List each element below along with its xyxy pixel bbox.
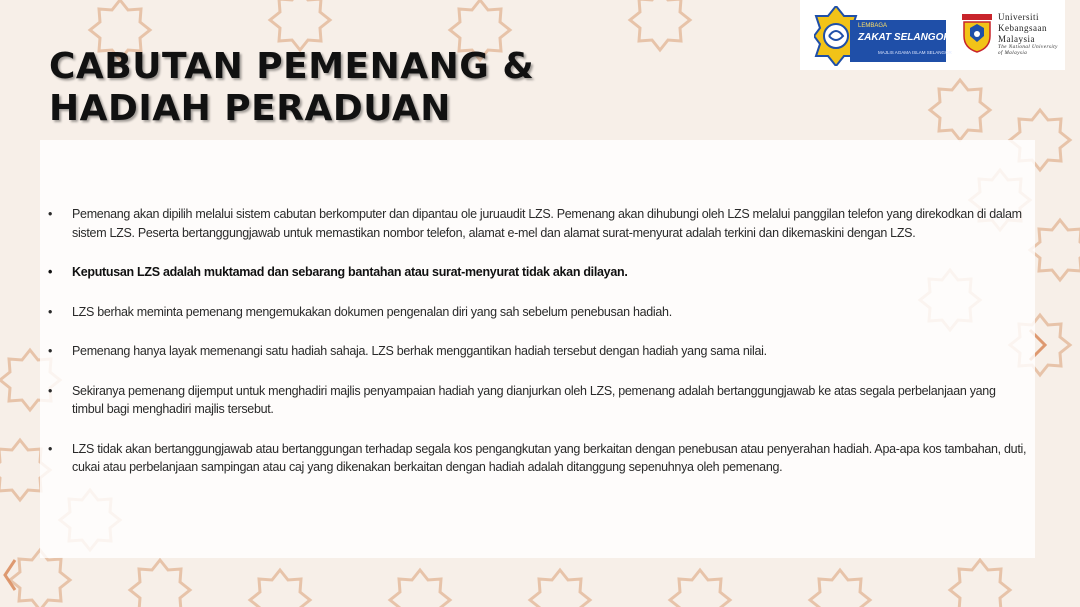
ukm-tagline-1: The National University (998, 45, 1058, 50)
lzs-name-plate (850, 20, 952, 62)
title-line-1: CABUTAN PEMENANG & (49, 46, 535, 87)
title-line-2: HADIAH PERADUAN (49, 88, 451, 129)
list-item-text: Keputusan LZS adalah muktamad dan sebarang bantahan atau surat-menyurat tidak akan dilayan. (72, 265, 628, 279)
list-item-text: Pemenang akan dipilih melalui sistem cabutan berkomputer dan dipantau ole juruaudit LZS. Pemenang akan dihubungi oleh LZS melalui panggilan telefon yang direkodkan di dalam sistem LZS. Peserta bertanggungjawab untuk memastikan nombor telefon, alamat e-mel dan alamat surat-menyurat adalah terkini dan dikemaskini dengan LZS. (72, 207, 1022, 240)
bullet-marker: • (48, 207, 53, 221)
list-item-text: LZS tidak akan bertanggungjawab atau bertanggungan terhadap segala kos pengangkutan yang berkaitan dengan penebusan atau penyerahan hadiah. Apa-apa kos tambahan, duti, cukai atau perbelanjaan sampingan atau caj yang dikenakan berkaitan dengan hadiah adalah ditanggung sepenuhnya oleh pemenang. (72, 441, 1027, 474)
ukm-line-1: Universiti (998, 12, 1039, 22)
list-item (48, 263, 1028, 282)
bullet-marker: • (48, 383, 53, 398)
lzs-main-text: ZAKAT SELANGOR (858, 32, 951, 43)
list-item-text: LZS berhak meminta pemenang mengemukakan dokumen pengenalan diri yang sah sebelum penebusan hadiah. (72, 304, 672, 319)
list-item (48, 303, 1028, 322)
list-item (48, 382, 1028, 419)
ukm-line-3: Malaysia (998, 34, 1035, 44)
ukm-logo (960, 10, 1060, 65)
page-title (49, 46, 534, 130)
ukm-line-2: Kebangsaan (998, 23, 1047, 33)
bullet-marker: • (48, 265, 53, 279)
bullet-marker: • (48, 304, 53, 319)
list-item (48, 440, 1028, 477)
ukm-tagline-2: of Malaysia (998, 51, 1028, 56)
lembaga-zakat-selangor-logo (814, 6, 952, 62)
terms-list (48, 205, 1028, 498)
list-item-text: Sekiranya pemenang dijemput untuk menghadiri majlis penyampaian hadiah yang dianjurkan oleh LZS, pemenang adalah bertanggungjawab ke atas segala perbelanjaan yang timbul bagi menghadiri majlis tersebut. (72, 383, 996, 416)
bullet-marker: • (48, 344, 53, 358)
lzs-small-text: LEMBAGA (858, 23, 888, 29)
ukm-crest-icon (960, 10, 994, 54)
list-item (48, 342, 1028, 361)
lzs-sub-text: MAJLIS AGAMA ISLAM SELANGOR (878, 50, 952, 55)
list-item (48, 205, 1028, 242)
ukm-wordmark (998, 12, 1058, 57)
bullet-marker: • (48, 441, 53, 456)
logo-bar (800, 0, 1065, 70)
list-item-text: Pemenang hanya layak memenangi satu hadiah sahaja. LZS berhak menggantikan hadiah tersebut dengan hadiah yang sama nilai. (72, 344, 767, 358)
